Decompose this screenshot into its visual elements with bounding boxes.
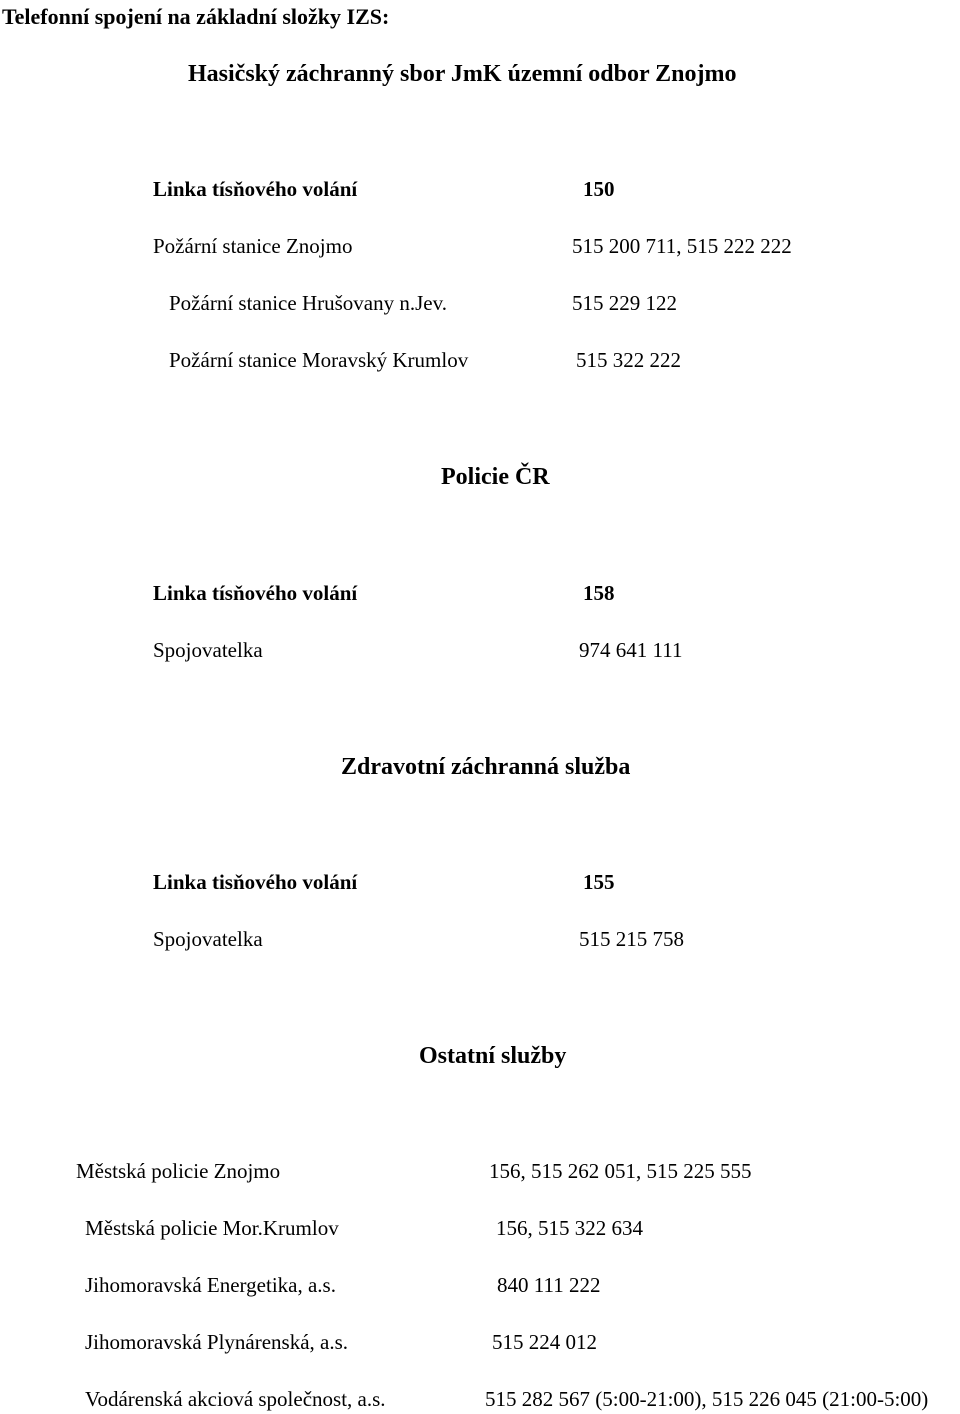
- ostatni-row-1-name: Městská policie Mor.Krumlov: [85, 1216, 339, 1240]
- hzs-row-1-name: Požární stanice Znojmo: [153, 234, 353, 258]
- hzs-row-0-name: Linka tísňového volání: [153, 177, 358, 201]
- policie-row-0-number: 158: [583, 581, 615, 605]
- hzs-row-2-name: Požární stanice Hrušovany n.Jev.: [169, 291, 447, 315]
- hzs-row-3-number: 515 322 222: [576, 348, 681, 372]
- ostatni-row-4-name: Vodárenská akciová společnost, a.s.: [85, 1387, 386, 1411]
- zzs-row-0-name: Linka tisňového volání: [153, 870, 358, 894]
- hzs-row-1-number: 515 200 711, 515 222 222: [572, 234, 792, 258]
- policie-row-1-name: Spojovatelka: [153, 638, 263, 662]
- zzs-row-1-name: Spojovatelka: [153, 927, 263, 951]
- ostatni-row-2-name: Jihomoravská Energetika, a.s.: [85, 1273, 336, 1297]
- section-heading-policie: Policie ČR: [441, 464, 550, 490]
- hzs-row-2-number: 515 229 122: [572, 291, 677, 315]
- section-heading-zzs: Zdravotní záchranná služba: [341, 754, 631, 780]
- ostatni-row-4-number: 515 282 567 (5:00-21:00), 515 226 045 (21:00-5:00): [485, 1387, 929, 1411]
- ostatni-row-0-number: 156, 515 262 051, 515 225 555: [489, 1159, 752, 1183]
- policie-row-0-name: Linka tísňového volání: [153, 581, 358, 605]
- zzs-row-0-number: 155: [583, 870, 615, 894]
- ostatni-row-3-number: 515 224 012: [492, 1330, 597, 1354]
- ostatni-row-2-number: 840 111 222: [497, 1273, 601, 1297]
- ostatni-row-3-name: Jihomoravská Plynárenská, a.s.: [85, 1330, 349, 1354]
- section-heading-ostatni: Ostatní služby: [419, 1043, 567, 1069]
- policie-row-1-number: 974 641 111: [579, 638, 683, 662]
- section-heading-hzs: Hasičský záchranný sbor JmK územní odbor Znojmo: [188, 61, 737, 87]
- hzs-row-0-number: 150: [583, 177, 615, 201]
- page-title: Telefonní spojení na základní složky IZS:: [2, 4, 390, 29]
- ostatni-row-1-number: 156, 515 322 634: [496, 1216, 643, 1240]
- hzs-row-3-name: Požární stanice Moravský Krumlov: [169, 348, 469, 372]
- ostatni-row-0-name: Městská policie Znojmo: [76, 1159, 281, 1183]
- zzs-row-1-number: 515 215 758: [579, 927, 684, 951]
